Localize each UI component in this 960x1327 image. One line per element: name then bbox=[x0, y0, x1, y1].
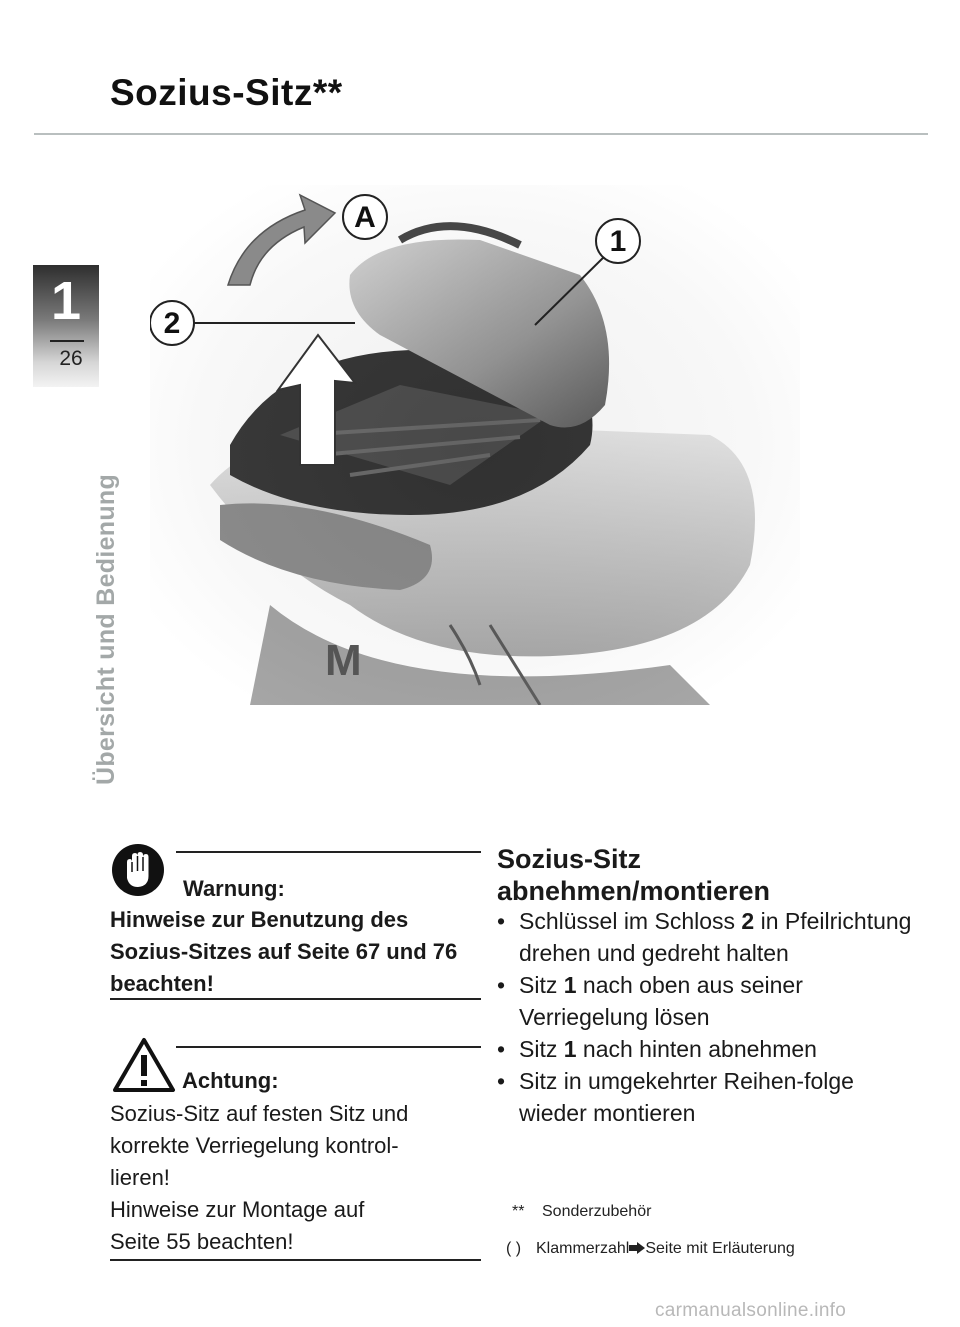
page-number: 26 bbox=[59, 347, 83, 370]
caution-line: lieren! bbox=[110, 1165, 170, 1190]
caution-bottom-rule bbox=[110, 1259, 481, 1261]
svg-text:1: 1 bbox=[609, 225, 627, 258]
side-chapter-label: Übersicht und Bedienung bbox=[92, 473, 120, 785]
warning-label: Warnung: bbox=[183, 876, 285, 901]
arrow-right-icon bbox=[629, 1242, 645, 1254]
section-title bbox=[497, 843, 917, 907]
footnote-accessory: ** Sonderzubehör bbox=[512, 1203, 652, 1220]
caution-line: Hinweise zur Montage auf bbox=[110, 1197, 365, 1222]
list-item: • Sitz in umgekehrter Reihen-folge wieder montieren bbox=[497, 1068, 854, 1126]
caution-line: Sozius-Sitz auf festen Sitz und bbox=[110, 1101, 409, 1126]
warning-top-rule bbox=[176, 851, 481, 853]
watermark: carmanualsonline.info bbox=[655, 1300, 847, 1321]
caution-label: Achtung: bbox=[182, 1068, 279, 1093]
caution-top-rule bbox=[176, 1046, 481, 1048]
warning-bottom-rule bbox=[110, 998, 481, 1000]
chapter-number: 1 bbox=[50, 271, 82, 331]
step-list bbox=[497, 905, 927, 1129]
svg-text:2: 2 bbox=[163, 307, 181, 340]
section-title-line: abnehmen/montieren bbox=[497, 876, 771, 906]
list-item: • Sitz 1 nach oben aus seiner Verriegelung lösen bbox=[497, 972, 803, 1030]
callout-a bbox=[343, 195, 387, 239]
title-divider bbox=[34, 133, 928, 135]
callout-1 bbox=[596, 219, 640, 263]
seat-illustration bbox=[150, 185, 800, 705]
list-item: • Sitz 1 nach hinten abnehmen bbox=[497, 1036, 817, 1062]
caution-line: Seite 55 beachten! bbox=[110, 1229, 294, 1254]
warning-text: Hinweise zur Benutzung des Sozius-Sitzes auf Seite 67 und 76 beachten! bbox=[110, 907, 458, 996]
section-title-line: Sozius-Sitz bbox=[497, 844, 642, 874]
callout-2 bbox=[150, 301, 194, 345]
svg-text:A: A bbox=[354, 201, 376, 234]
hand-stop-icon bbox=[110, 842, 166, 898]
chapter-divider bbox=[50, 340, 84, 342]
footnote-brackets: ( ) Klammerzahl Seite mit Erläuterung bbox=[506, 1240, 795, 1257]
caution-text bbox=[110, 1098, 480, 1258]
page-title: Sozius-Sitz** bbox=[110, 72, 343, 113]
warning-triangle-icon bbox=[112, 1036, 176, 1094]
caution-line: korrekte Verriegelung kontrol- bbox=[110, 1133, 399, 1158]
list-item: • Schlüssel im Schloss 2 in Pfeilrichtung drehen und gedreht halten bbox=[497, 908, 912, 966]
plate-letters: M bbox=[325, 636, 362, 685]
